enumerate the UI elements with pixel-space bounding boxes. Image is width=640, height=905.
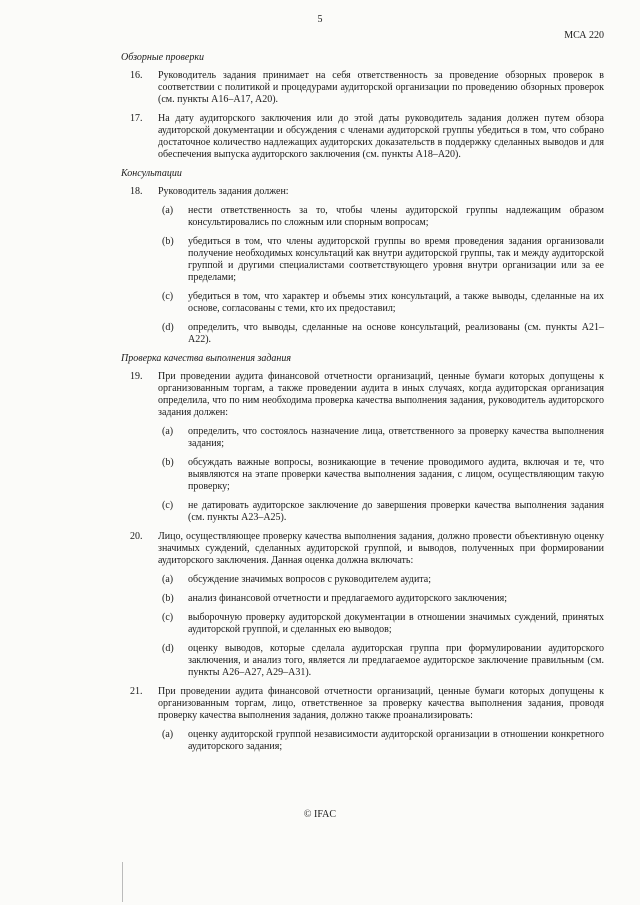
list-item-text: нести ответственность за то, чтобы члены аудиторской группы надлежащим образом консультировались по сложным или спорным вопросам; xyxy=(188,205,604,228)
list-item-text: убедиться в том, что характер и объемы этих консультаций, а также выводы, сделанные на их основе, согласованы с теми, кто их предоставил; xyxy=(188,291,604,314)
list-item-label: (c) xyxy=(162,291,174,302)
numbered-paragraph xyxy=(0,686,640,722)
list-item-text: оценку аудиторской группой независимости аудиторской организации в отношении конкретного аудиторского задания; xyxy=(188,729,604,752)
list-item-label: (d) xyxy=(162,643,174,654)
margin-rule xyxy=(122,862,123,902)
footer-copyright: © IFAC xyxy=(303,809,337,820)
list-item-label: (a) xyxy=(162,574,174,585)
section-heading: Консультации xyxy=(121,168,182,179)
paragraph-text: Лицо, осуществляющее проверку качества выполнения задания, должно провести объективную оценку значимых суждений, сделанных аудиторской группой, и выводов, полученных при формировании аудиторского заключения. Данная оценка должна включать: xyxy=(158,531,604,566)
paragraph-number: 17. xyxy=(130,113,143,124)
list-item-text: убедиться в том, что члены аудиторской группы во время проведения задания организовали получение необходимых консультаций как внутри аудиторской группы, так и между аудиторской группой и другими специалистами соответствующего уровня внутри организации или за ее пределами; xyxy=(188,236,604,283)
paragraph-number: 19. xyxy=(130,371,143,382)
numbered-paragraph xyxy=(0,186,640,198)
paragraph-number: 20. xyxy=(130,531,143,542)
list-item-text: выборочную проверку аудиторской документации в отношении значимых суждений, принятых аудиторской группой, и сделанных ею выводов; xyxy=(188,612,604,635)
section-heading: Обзорные проверки xyxy=(121,52,205,63)
section-heading: Проверка качества выполнения задания xyxy=(121,353,292,364)
paragraph-number: 16. xyxy=(130,70,143,81)
list-item-text: не датировать аудиторское заключение до завершения проверки качества выполнения задания (см. пункты A23–A25). xyxy=(188,500,604,523)
list-item xyxy=(0,729,640,753)
paragraph-text: Руководитель задания принимает на себя ответственность за проведение обзорных проверок в соответствии с политикой и процедурами аудиторской организации по проведению обзорных проверок (см. пункты A16–A17, A20). xyxy=(158,70,604,105)
list-item xyxy=(0,500,640,524)
paragraph-number: 18. xyxy=(130,186,143,197)
page-number: 5 xyxy=(317,14,323,25)
paragraph-text: При проведении аудита финансовой отчетности организаций, ценные бумаги которых допущены к организованным торгам, лицо, ответственное за проверку качества выполнения задания, проводя проверку качества выполнения задания, должно также проанализировать: xyxy=(158,686,604,721)
paragraph-text: При проведении аудита финансовой отчетности организаций, ценные бумаги которых допущены к организованным торгам, а также проведении аудита в иных случаях, когда аудиторская организация определила, что по ним необходима проверка качества выполнения задания, руководитель аудиторского задания должен: xyxy=(158,371,604,418)
list-item xyxy=(0,426,640,450)
list-item-label: (b) xyxy=(162,236,174,247)
list-item-label: (b) xyxy=(162,457,174,468)
paragraph-text: Руководитель задания должен: xyxy=(158,186,289,197)
numbered-paragraph xyxy=(0,531,640,567)
document-code: МСА 220 xyxy=(564,30,604,41)
list-item-label: (a) xyxy=(162,729,174,740)
numbered-paragraph xyxy=(0,371,640,419)
document-body xyxy=(0,48,640,760)
list-item xyxy=(0,593,640,605)
list-item xyxy=(0,643,640,679)
list-item-label: (b) xyxy=(162,593,174,604)
list-item-label: (c) xyxy=(162,500,174,511)
numbered-paragraph xyxy=(0,113,640,161)
list-item-text: анализ финансовой отчетности и предлагаемого аудиторского заключения; xyxy=(188,593,508,604)
list-item xyxy=(0,205,640,229)
list-item xyxy=(0,574,640,586)
list-item-label: (c) xyxy=(162,612,174,623)
list-item-label: (d) xyxy=(162,322,174,333)
list-item-label: (a) xyxy=(162,426,174,437)
list-item-text: определить, что состоялось назначение лица, ответственного за проверку качества выполнения задания; xyxy=(188,426,604,449)
list-item xyxy=(0,291,640,315)
list-item xyxy=(0,457,640,493)
paragraph-text: На дату аудиторского заключения или до этой даты руководитель задания должен путем обзора аудиторской документации и обсуждения с членами аудиторской группы убедиться в том, что собрано достаточное количество надлежащих аудиторских доказательств в поддержку сделанных выводов и для обеспечения выпуска аудиторского заключения (см. пункты A18–A20). xyxy=(158,113,604,160)
list-item-text: обсуждать важные вопросы, возникающие в течение проводимого аудита, включая и те, что выявляются на этапе проверки качества выполнения задания, с лицом, осуществляющим такую проверку; xyxy=(188,457,604,492)
list-item xyxy=(0,612,640,636)
list-item xyxy=(0,322,640,346)
list-item-text: определить, что выводы, сделанные на основе консультаций, реализованы (см. пункты A21–A22). xyxy=(188,322,604,345)
list-item-text: обсуждение значимых вопросов с руководителем аудита; xyxy=(188,574,431,585)
list-item-text: оценку выводов, которые сделала аудиторская группа при формулировании аудиторского заключения, и анализ того, является ли предлагаемое аудиторское заключение правильным (см. пункты A26–A27, A29–A31). xyxy=(188,643,604,678)
paragraph-number: 21. xyxy=(130,686,143,697)
list-item xyxy=(0,236,640,284)
list-item-label: (a) xyxy=(162,205,174,216)
numbered-paragraph xyxy=(0,70,640,106)
